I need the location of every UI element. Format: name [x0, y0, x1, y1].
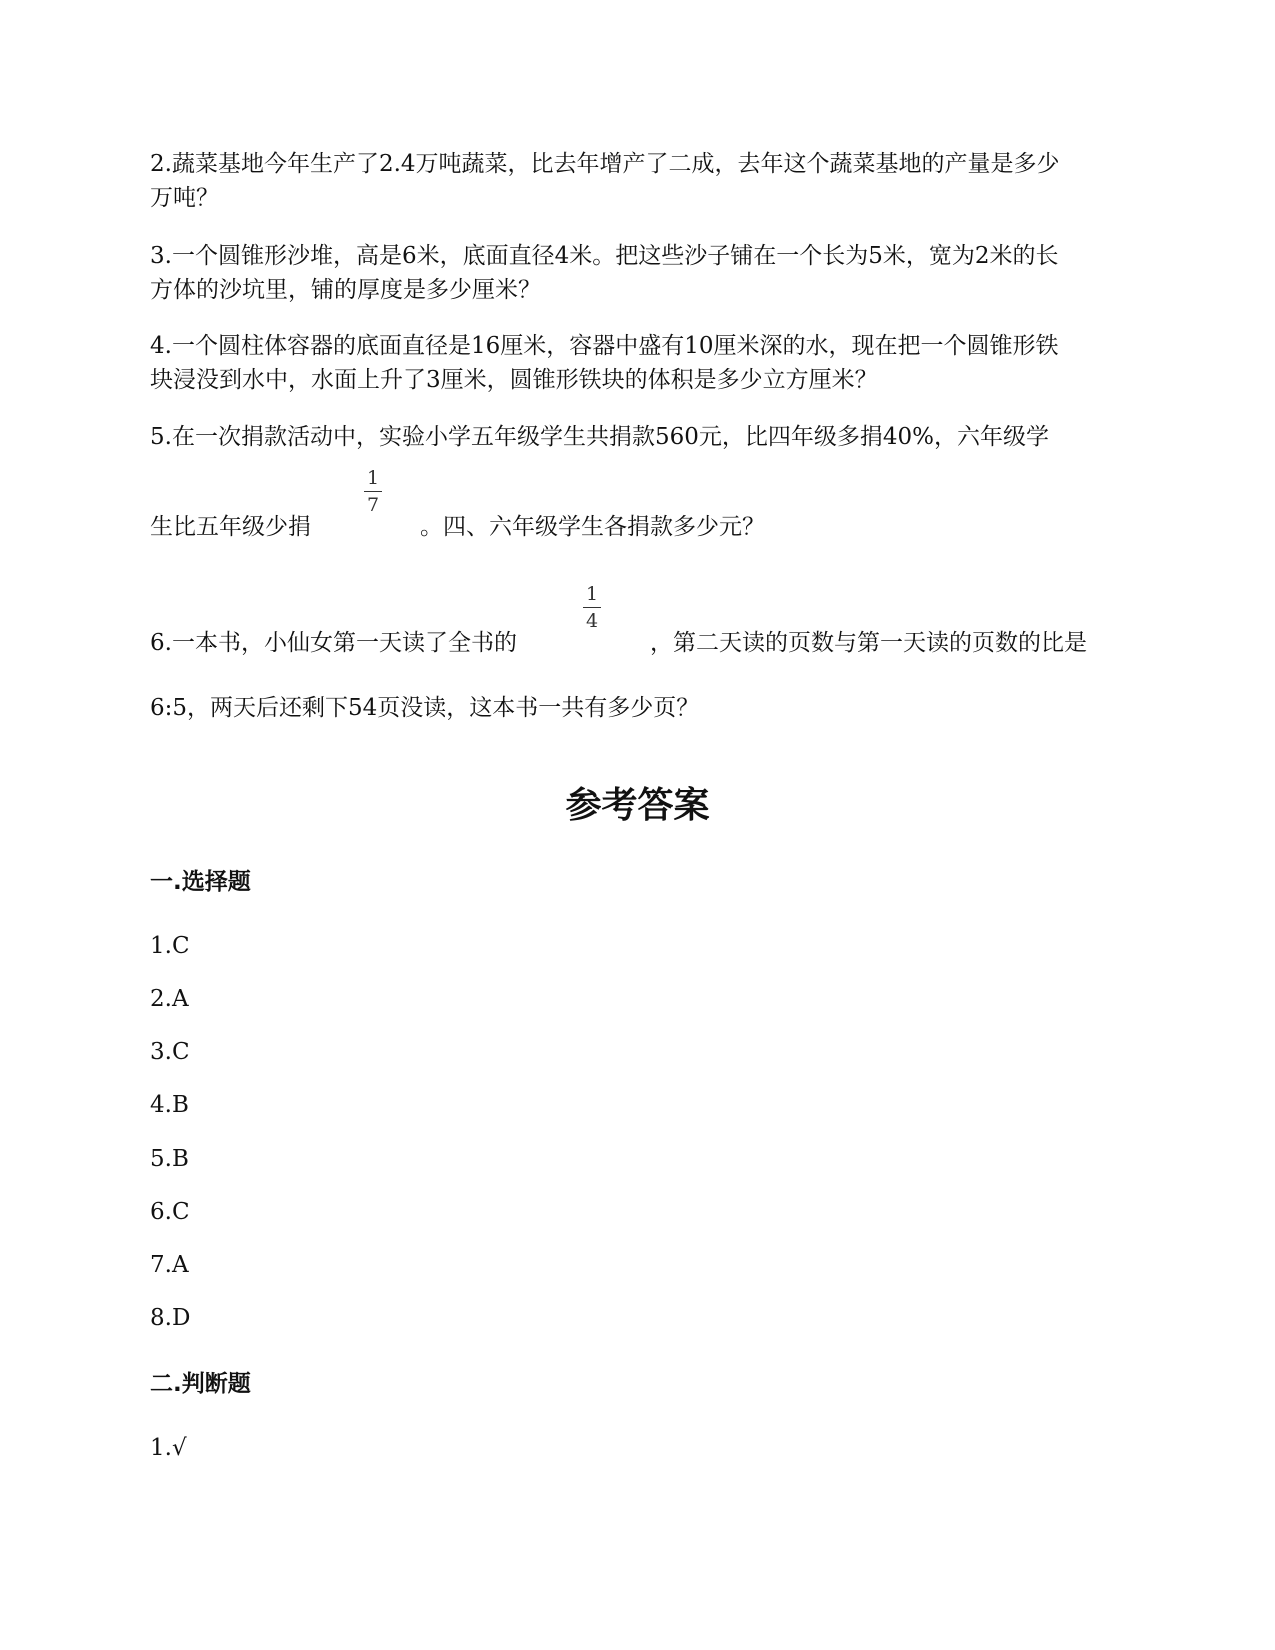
- answers-title: 参考答案: [565, 785, 710, 826]
- question-5-line-1: 5.在一次捐款活动中，实验小学五年级学生共捐款560元，比四年级多捐40%，六年级学: [150, 424, 1049, 450]
- answer-item: 3.C: [150, 1039, 190, 1065]
- answer-item: 7.A: [150, 1252, 189, 1278]
- question-6-line-1-end: ，第二天读的页数与第一天读的页数的比是: [650, 630, 1087, 656]
- question-3-line-2: 方体的沙坑里，铺的厚度是多少厘米？: [150, 277, 541, 303]
- question-4-line-2: 块浸没到水中，水面上升了3厘米，圆锥形铁块的体积是多少立方厘米？: [150, 367, 878, 393]
- question-5-line-2-start: 生比五年级少捐: [150, 514, 311, 540]
- question-2-line-1: 2.蔬菜基地今年生产了2.4万吨蔬菜，比去年增产了二成，去年这个蔬菜基地的产量是多少: [150, 151, 1060, 177]
- question-6-fraction: [580, 583, 604, 632]
- answer-item: 4.B: [150, 1092, 189, 1118]
- section-2-heading: 二.判断题: [150, 1371, 251, 1397]
- answer-item: 6.C: [150, 1199, 190, 1225]
- question-5-fraction: [361, 467, 385, 516]
- fraction-numerator: 1: [585, 583, 599, 605]
- question-6-line-2: 6:5，两天后还剩下54页没读，这本书一共有多少页？: [150, 695, 700, 721]
- answer-item: 1.√: [150, 1435, 187, 1461]
- question-6-line-1-start: 6.一本书，小仙女第一天读了全书的: [150, 630, 517, 656]
- answer-item: 2.A: [150, 986, 189, 1012]
- fraction-denominator: 4: [585, 610, 599, 632]
- question-2-line-2: 万吨？: [150, 185, 219, 211]
- question-4-line-1: 4.一个圆柱体容器的底面直径是16厘米，容器中盛有10厘米深的水，现在把一个圆锥形铁: [150, 333, 1059, 359]
- fraction-numerator: 1: [366, 467, 380, 489]
- answer-item: 5.B: [150, 1146, 189, 1172]
- fraction-denominator: 7: [366, 494, 380, 516]
- answer-item: 8.D: [150, 1305, 191, 1331]
- section-1-heading: 一.选择题: [150, 869, 251, 895]
- fraction-bar: [583, 607, 601, 608]
- question-3-line-1: 3.一个圆锥形沙堆，高是6米，底面直径4米。把这些沙子铺在一个长为5米，宽为2米的长: [150, 243, 1059, 269]
- fraction-bar: [364, 491, 382, 492]
- answer-item: 1.C: [150, 933, 190, 959]
- question-5-line-2-end: 。四、六年级学生各捐款多少元？: [420, 514, 765, 540]
